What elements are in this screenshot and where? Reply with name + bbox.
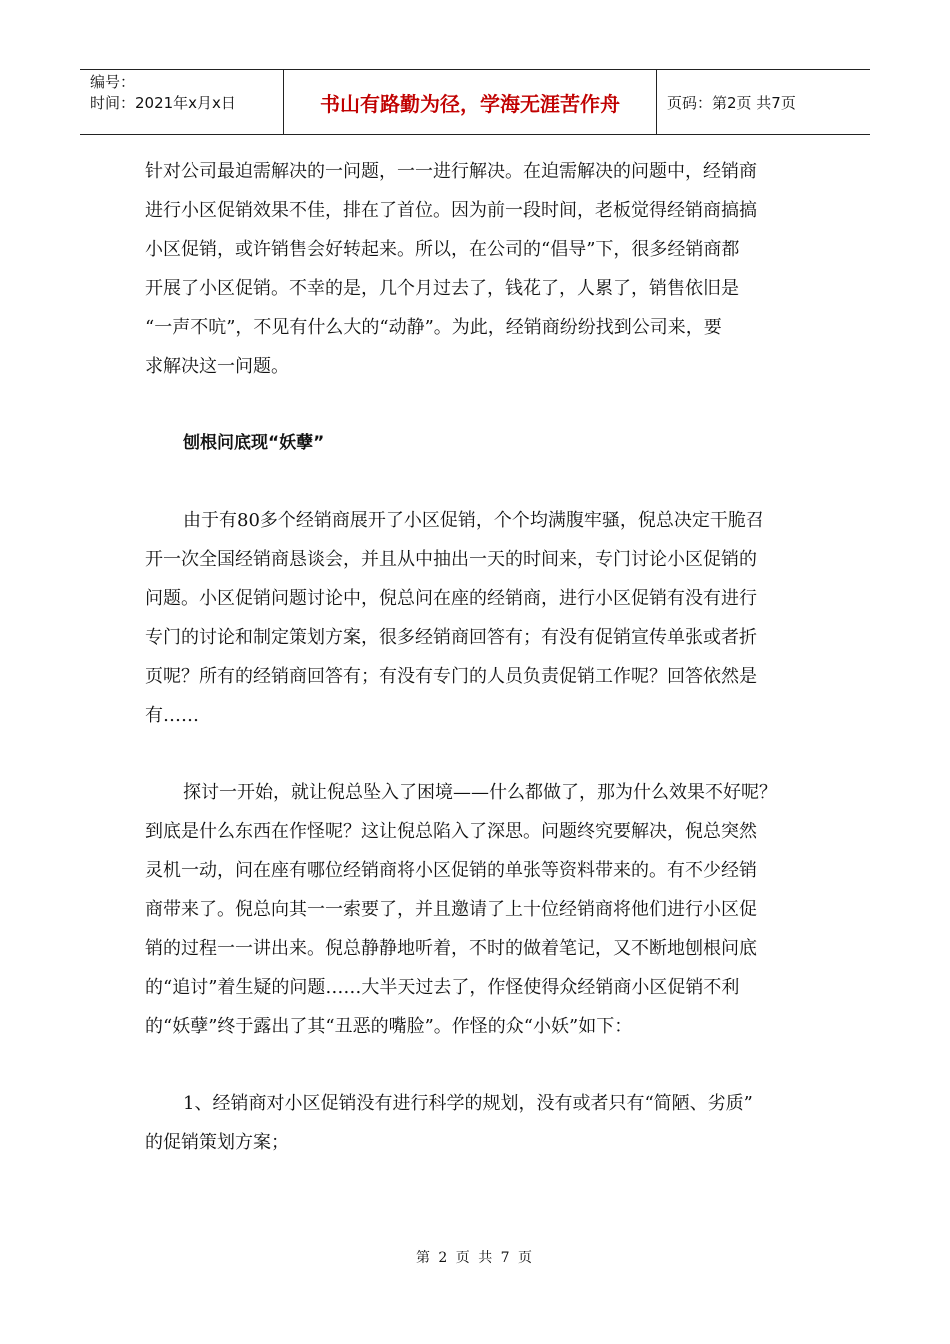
- text-line: 进行小区促销效果不佳，排在了首位。因为前一段时间，老板觉得经销商搞搞: [145, 200, 757, 221]
- number-label: 编号：: [90, 73, 136, 91]
- text-line: 的“追讨”着生疑的问题……大半天过去了，作怪使得众经销商小区促销不利: [145, 977, 740, 998]
- text-line: 商带来了。倪总向其一一索要了，并且邀请了上十位经销商将他们进行小区促: [145, 899, 757, 920]
- time-label: 时间：2021年x月x日: [90, 94, 236, 112]
- section-heading: 刨根问底现“妖孽”: [183, 433, 325, 453]
- text-line: 问题。小区促销问题讨论中，倪总问在座的经销商，进行小区促销有没有进行: [145, 588, 757, 609]
- header-motto: 书山有路勤为径，学海无涯苦作舟: [283, 70, 657, 134]
- text-line: 页呢？所有的经销商回答有；有没有专门的人员负责促销工作呢？回答依然是: [145, 666, 757, 687]
- text-line: 销的过程一一讲出来。倪总静静地听着，不时的做着笔记，又不断地刨根问底: [145, 938, 757, 959]
- paragraph-3: [145, 773, 805, 1046]
- page-footer: 第 2 页 共 7 页: [415, 1250, 535, 1266]
- text-line: 针对公司最迫需解决的一问题，一一进行解决。在迫需解决的问题中，经销商: [145, 161, 757, 182]
- text-line: 的促销策划方案；: [145, 1132, 289, 1153]
- text-line: 由于有80多个经销商展开了小区促销，个个均满腹牢骚，倪总决定干脆召: [183, 510, 764, 531]
- header-meta: [80, 70, 283, 134]
- text-line: 到底是什么东西在作怪呢？这让倪总陷入了深思。问题终究要解决，倪总突然: [145, 821, 757, 842]
- page-header: [80, 69, 870, 135]
- text-line: 小区促销，或许销售会好转起来。所以，在公司的“倡导”下，很多经销商都: [145, 239, 740, 260]
- text-line: 开展了小区促销。不幸的是，几个月过去了，钱花了，人累了，销售依旧是: [145, 278, 739, 299]
- text-line: 1、经销商对小区促销没有进行科学的规划，没有或者只有“简陋、劣质”: [183, 1093, 753, 1114]
- text-line: 求解决这一问题。: [145, 356, 289, 377]
- text-line: 探讨一开始，就让倪总坠入了困境——什么都做了，那为什么效果不好呢？: [183, 782, 777, 803]
- header-page-label: 页码：第2页 共7页: [667, 93, 796, 112]
- text-line: 灵机一动，问在座有哪位经销商将小区促销的单张等资料带来的。有不少经销: [145, 860, 757, 881]
- text-line: 开一次全国经销商恳谈会，并且从中抽出一天的时间来，专门讨论小区促销的: [145, 549, 757, 570]
- document-body: [145, 152, 805, 1162]
- paragraph-2: [145, 501, 805, 735]
- text-line: “一声不吭”，不见有什么大的“动静”。为此，经销商纷纷找到公司来，要: [145, 317, 722, 338]
- text-line: 专门的讨论和制定策划方案，很多经销商回答有；有没有促销宣传单张或者折: [145, 627, 757, 648]
- text-line: 有……: [145, 705, 199, 726]
- paragraph-4: [145, 1084, 805, 1162]
- paragraph-1: [145, 152, 805, 386]
- text-line: 的“妖孽”终于露出了其“丑恶的嘴脸”。作怪的众“小妖”如下：: [145, 1016, 633, 1037]
